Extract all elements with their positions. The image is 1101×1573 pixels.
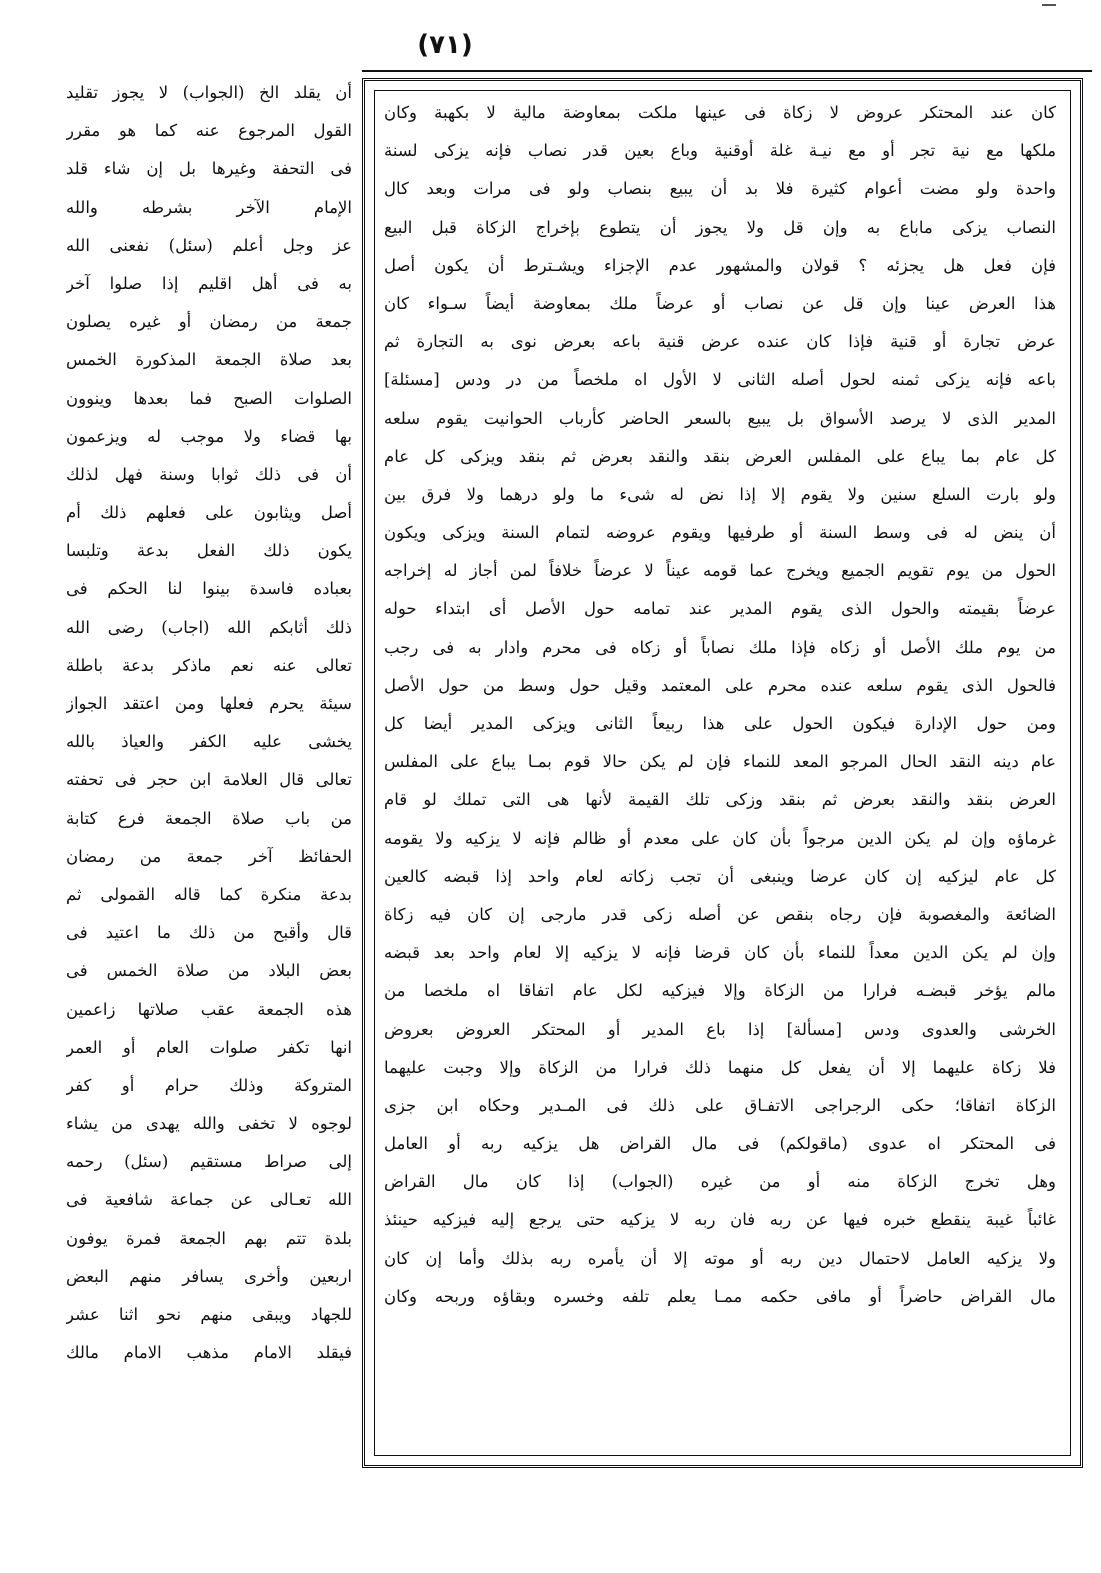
- main-text-line: المدير الذى لا يرصد الأسواق بل يبيع بالسعر الحاضر كأرباب الحوانيت يقوم سلعه: [384, 408, 1056, 428]
- main-text-line: الضائعة والمغصوبة فإن رجاه بنقص عن أصله زكى قدر مارجى إن كان فيه زكاة: [384, 904, 1056, 924]
- margin-text-line: إلى صراط مستقيم (سئل) رحمه: [66, 1152, 352, 1172]
- margin-text-line: بها قضاء ولا موجب له ويزعمون: [66, 426, 352, 446]
- margin-text-line: جمعة من رمضان أو غيره يصلون: [66, 312, 352, 332]
- margin-text-line: للجهاد ويبقى منهم نحو اثنا عشر: [66, 1305, 352, 1324]
- main-text-line: واحدة ولو مضت أعوام كثيرة فلا بد أن يبيع بنصاب ولو فى مرات وبعد كال: [384, 179, 1056, 199]
- main-text-line: ملكها مع نية تجر أو مع نيـة غلة أوقنية وباع بعين قدر نصاب فإنه يزكى لسنة: [384, 141, 1056, 161]
- margin-text-line: بعد صلاة الجمعة المذكورة الخمس: [66, 350, 352, 370]
- margin-text-line: بعض البلاد من صلاة الخمس فى: [66, 961, 352, 981]
- margin-text-line: أصل ويثابون على فعلهم ذلك أم: [66, 503, 352, 523]
- margin-text-line: بعباده فاسدة بينوا لنا الحكم فى: [66, 579, 352, 599]
- margin-text-line: هذه الجمعة عقب صلاتها زاعمين: [66, 999, 352, 1019]
- main-text-line: مالم يؤخر قبضـه فرارا من الزكاة وإلا فيزكيه لكل عام اتفاقا اه ملخصا من: [384, 981, 1056, 1001]
- scan-mark: [1042, 4, 1056, 6]
- margin-text-line: الله تعـالى عن جماعة شافعية فى: [66, 1190, 352, 1210]
- main-text-line: فإن فعل هل يجزئه ؟ قولان والمشهور عدم الإجزاء ويشـترط أن يكون أصل: [384, 255, 1056, 275]
- margin-text-line: أن فى ذلك ثوابا وسنة فهل لذلك: [66, 464, 352, 484]
- main-text-line: عرض تجارة أو قنية فإذا كان عنده عرض قنية باعه بعرض نوى به التجارة ثم: [384, 332, 1056, 352]
- margin-text-line: فيقلد الامام مذهب الامام مالك: [66, 1343, 352, 1363]
- main-text-line: فالحول الذى يقوم سلعه عنده محرم على المعتمد وقيل حول وسط من حول الأصل: [384, 675, 1056, 695]
- main-text-line: عام دينه النقد الحال المرجو المعد للنماء فإن لم يكن حالا قوم بمـا يباع على المفلس: [384, 752, 1056, 772]
- main-text-line: وهل تخرج الزكاة منه أو من غيره (الجواب) إذا كان مال القراض: [384, 1172, 1056, 1192]
- margin-text-line: انها تكفر صلوات العام أو العمر: [66, 1037, 352, 1057]
- main-text-line: مال القراض حاضراً أو مافى حكمه ممـا يعلم تلفه وخسره وبقاؤه وربحه وكان: [384, 1286, 1056, 1306]
- main-text-line: ولو بارت السلع سنين ولا يقوم إلا إذا نض له شىء ما ولو درهما ولا فرق بين: [384, 484, 1056, 504]
- margin-text-line: فى التحفة وغيرها بل إن شاء قلد: [66, 159, 352, 179]
- margin-text-line: ذلك أثابكم الله (اجاب) رضى الله: [66, 617, 352, 637]
- main-text-line: النصاب يزكى ماباع به وإن قل ولا يجوز أن يتطوع بإخراج الزكاة قبل البيع: [384, 217, 1056, 237]
- page-number: (٧١): [417, 30, 473, 60]
- margin-text-line: تعالى قال العلامة ابن حجر فى تحفته: [66, 770, 352, 790]
- main-text-line: العرض بنقد والنقد بعرض ثم بنقد وزكى تلك القيمة لأنها هى التى تملك لو قام: [384, 790, 1056, 810]
- main-text-line: كل عام ليزكيه إن كان عرضا وينبغى أن تجب زكاته لعام واحد إذا قبضه كالعين: [384, 866, 1056, 886]
- main-text-line: غائباً غيبة ينقطع خبره فيها عن ربه فان ربه لا يزكيه حتى يرجع إليه فيزكيه حينئذ: [384, 1210, 1056, 1230]
- margin-text-line: يخشى عليه الكفر والعياذ بالله: [66, 732, 352, 752]
- margin-text-line: الإمام الآخر بشرطه والله: [66, 197, 352, 217]
- main-text-line: الخرشى والعدوى ودس [مسألة] إذا باع المدير أو المحتكر العروض بعروض: [384, 1019, 1056, 1039]
- main-text-line: فلا زكاة عليهما إلا أن يفعل كل منهما ذلك فرارا من الزكاة وإلا وجبت عليهما: [384, 1057, 1056, 1077]
- main-text-line: فى المحتكر اه عدوى (ماقولكم) فى مال القراض هل يزكيه ربه أو العامل: [384, 1134, 1056, 1154]
- main-text-line: وإن لم يكن الدين معداً للنماء بأن كان قرضا فإنه لا يزكيه إلا لعام واحد بعد قبضه: [384, 943, 1056, 963]
- main-text-line: الزكاة اتفاقا؛ حكى الرجراجى الاتفـاق على ذلك فى المـدير وحكاه ابن جزى: [384, 1095, 1056, 1115]
- margin-text-line: الصلوات الصبح فما بعدها وينوون: [66, 388, 352, 408]
- margin-text-line: بلدة تتم بهم الجمعة فمرة يوفون: [66, 1228, 352, 1248]
- margin-text-line: عز وجل أعلم (سئل) نفعنى الله: [66, 235, 352, 255]
- margin-text-line: به فى أهل اقليم إذا صلوا آخر: [66, 273, 352, 293]
- main-text-line: الحول من يوم تقويم الجميع ويخرج عما قومه عيناً لا عرضاً خلافاً لمن أجاز له إخراجه: [384, 561, 1056, 581]
- main-text-line: ومن حول الإدارة فيكون الحول على هذا ربيعاً الثانى ويزكى المدير أيضا كل: [384, 714, 1056, 733]
- margin-text-line: يكون ذلك الفعل بدعة وتلبسا: [66, 541, 352, 561]
- main-text-column: [384, 94, 1056, 1316]
- main-text-line: غرماؤه وإن لم يكن الدين مرجواً بأن كان على معدم أو ظالم فإنه لا يزكيه ولا يقومه: [384, 828, 1056, 848]
- main-text-line: كل عام بما يباع على المفلس العرض بنقد والنقد بعرض ثم بنقد ويزكى كل عام: [384, 446, 1056, 466]
- margin-text-line: المتروكة وذلك حرام أو كفر: [66, 1075, 352, 1095]
- margin-text-line: أن يقلد الخ (الجواب) لا يجوز تقليد: [66, 83, 352, 102]
- margin-text-line: بدعة منكرة كما قاله القمولى ثم: [66, 884, 352, 904]
- header-rule: [362, 70, 1092, 72]
- main-text-line: أن ينض له فى وسط السنة أو طرفيها ويقوم عروضه لتمام السنة ويزكى ويكون: [384, 523, 1056, 543]
- margin-text-line: القول المرجوع عنه كما هو مقرر: [66, 121, 352, 141]
- margin-text-column: [66, 74, 352, 1372]
- margin-text-line: اربعين وأخرى يسافر منهم البعض: [66, 1266, 352, 1286]
- main-text-line: عرضاً بقيمته والحول الذى يقوم المدير عند تمامه حول الأصل أى ابتداء حوله: [384, 599, 1056, 619]
- margin-text-line: قال وأقبح من ذلك ما اعتيد فى: [66, 923, 352, 943]
- margin-text-line: سيئة يحرم فعلها ومن اعتقد الجواز: [66, 694, 352, 713]
- main-text-line: هذا العرض عينا وإن قل عن نصاب أو عرضاً ملك بمعاوضة أيضاً سـواء كان: [384, 293, 1056, 313]
- main-text-line: باعه فإنه يزكى ثمنه لحول أصله الثانى لا الأول اه ملخصاً من در ودس [مسئلة]: [384, 370, 1056, 390]
- margin-text-line: من باب صلاة الجمعة فرع كتابة: [66, 808, 352, 828]
- margin-text-line: الحفائظ آخر جمعة من رمضان: [66, 846, 352, 866]
- margin-text-line: تعالى عنه نعم ماذكر بدعة باطلة: [66, 655, 352, 675]
- main-text-line: من يوم ملك الأصل أو زكاه فإذا ملك نصاباً أو زكاه فى محرم وادار به فى رجب: [384, 637, 1056, 657]
- main-text-line: كان عند المحتكر عروض لا زكاة فى عينها ملكت بمعاوضة مالية لا بكهبة وكان: [384, 103, 1056, 122]
- main-text-line: ولا يزكيه العامل لاحتمال دين ربه أو موته إلا أن يأمره ربه بذلك وأما إن كان: [384, 1248, 1056, 1268]
- margin-text-line: لوجوه لا تخفى والله يهدى من يشاء: [66, 1114, 352, 1134]
